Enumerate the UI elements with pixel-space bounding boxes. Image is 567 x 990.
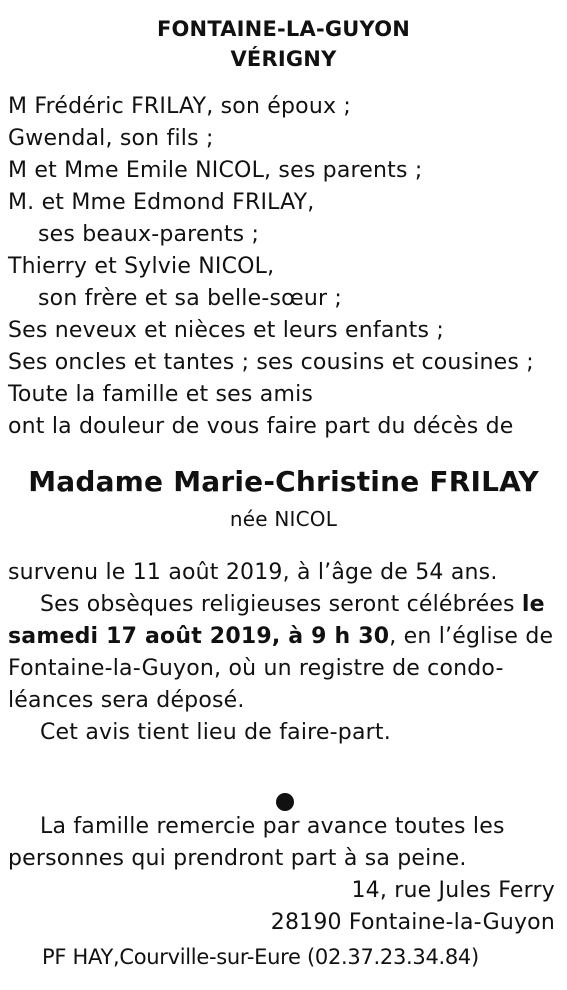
- funeral-home-contact: PF HAY,Courville-sur-Eure (02.37.23.34.84): [42, 945, 479, 969]
- funeral-details-line: [40, 590, 545, 620]
- funeral-details-line: Fontaine-la-Guyon, où un registre de condo-: [8, 656, 504, 681]
- family-line: ses beaux-parents ;: [38, 222, 260, 247]
- family-line: Thierry et Sylvie NICOL,: [8, 254, 275, 279]
- funeral-date-start: le: [521, 592, 545, 617]
- notice-town-header-2: VÉRIGNY: [230, 47, 337, 71]
- thanks-line: La famille remercie par avance toutes les: [40, 814, 505, 839]
- family-line: ont la douleur de vous faire part du décès de: [8, 414, 514, 439]
- address-line: 14, rue Jules Ferry: [351, 878, 555, 903]
- notice-town-header: FONTAINE-LA-GUYON: [156, 17, 411, 41]
- family-line: Ses neveux et nièces et leurs enfants ;: [8, 318, 444, 343]
- family-line: Gwendal, son fils ;: [8, 126, 214, 151]
- family-line: son frère et sa belle-sœur ;: [38, 286, 343, 311]
- funeral-details-text: Ses obsèques religieuses seront célébrées: [40, 592, 522, 617]
- deceased-name: Madame Marie-Christine FRILAY: [28, 465, 539, 498]
- thanks-line: personnes qui prendront part à sa peine.: [8, 846, 467, 871]
- funeral-place: , en l’église de: [389, 624, 554, 649]
- family-line: M Frédéric FRILAY, son époux ;: [8, 94, 352, 119]
- death-details-line: survenu le 11 août 2019, à l’âge de 54 ans.: [8, 560, 498, 585]
- family-line: Toute la famille et ses amis: [8, 382, 314, 407]
- bullet-separator-icon: [276, 793, 294, 811]
- funeral-details-line: léances sera déposé.: [8, 688, 245, 713]
- address-line: 28190 Fontaine-la-Guyon: [270, 910, 555, 935]
- notice-statement: Cet avis tient lieu de faire-part.: [40, 720, 391, 745]
- funeral-date: samedi 17 août 2019, à 9 h 30: [8, 624, 390, 649]
- funeral-details-line: [8, 622, 553, 652]
- deceased-maiden-name: née NICOL: [229, 507, 338, 531]
- family-line: M. et Mme Edmond FRILAY,: [8, 190, 315, 215]
- family-line: Ses oncles et tantes ; ses cousins et cousines ;: [8, 350, 534, 375]
- family-line: M et Mme Emile NICOL, ses parents ;: [8, 158, 423, 183]
